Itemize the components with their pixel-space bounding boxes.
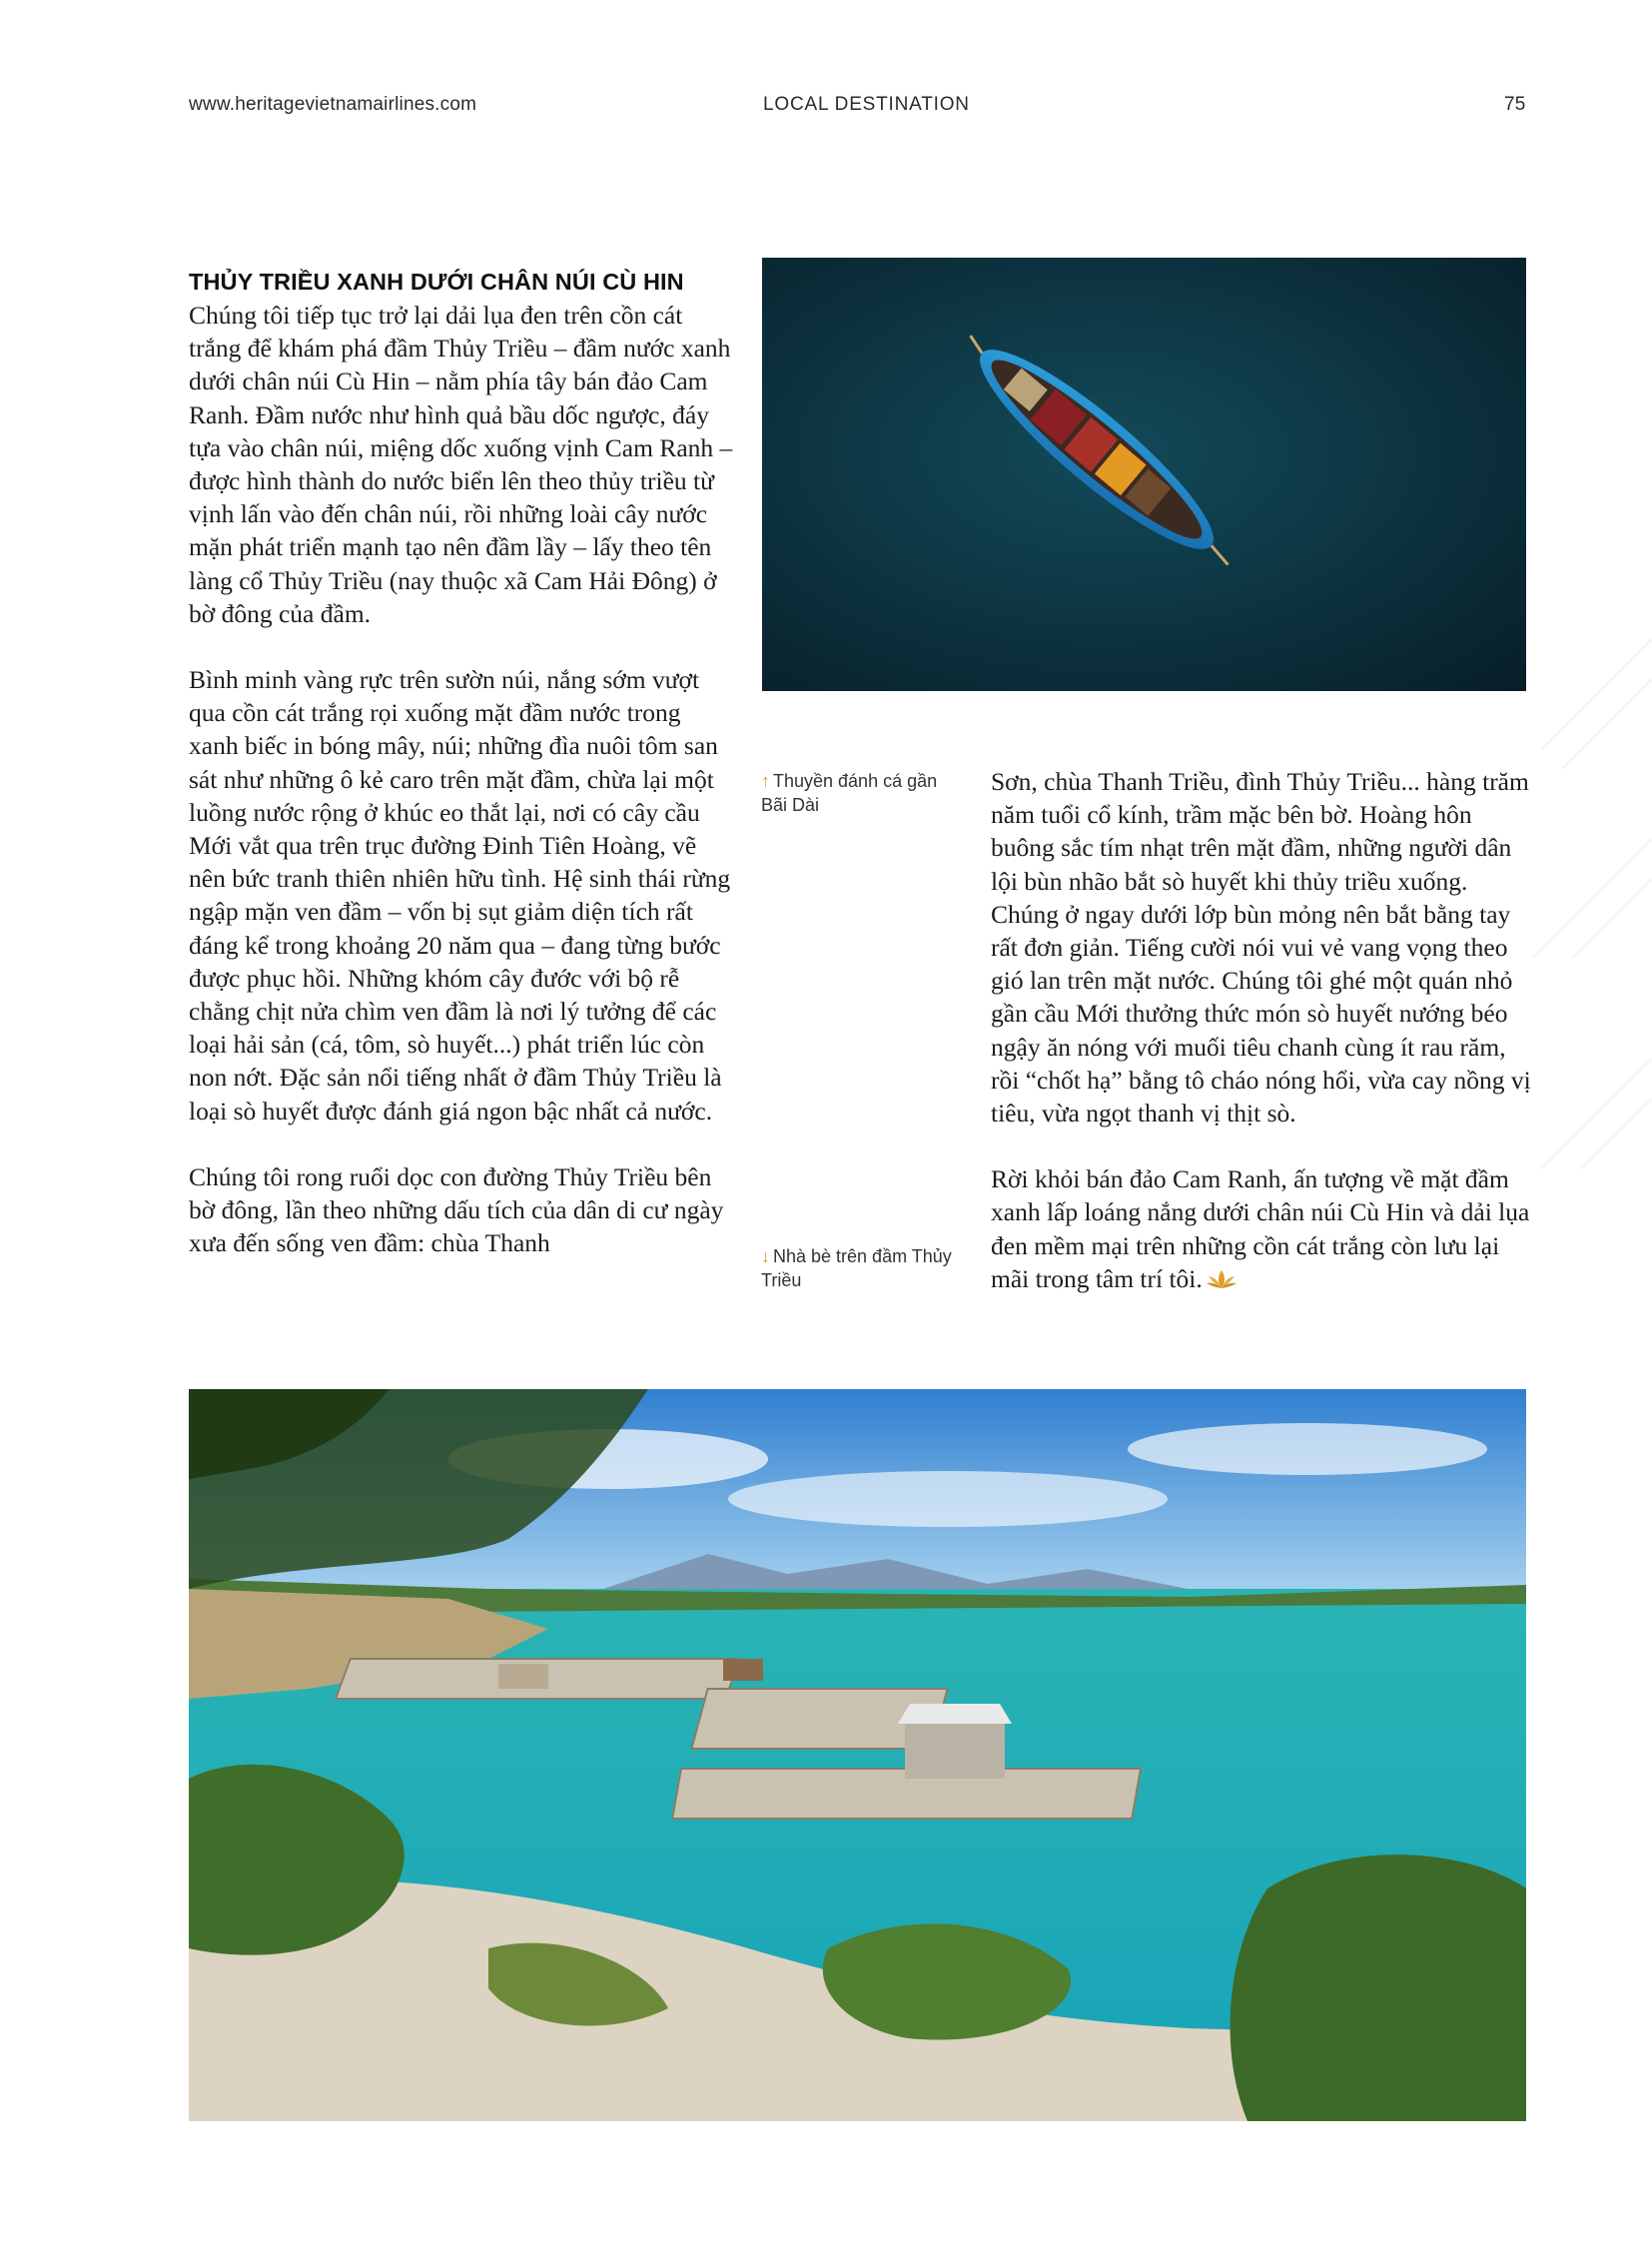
paragraph-text: Rời khỏi bán đảo Cam Ranh, ấn tượng về mặt đầm xanh lấp loáng nắng dưới chân núi Cù Hin và dải lụa đen mềm mại trên những cồn cát trắng còn lưu lại mãi trong tâm trí tôi. (991, 1164, 1530, 1293)
arrow-up-icon: ↑ (761, 771, 770, 791)
section-title: THỦY TRIỀU XANH DƯỚI CHÂN NÚI CÙ HIN (189, 269, 684, 295)
caption-text: Thuyền đánh cá gần Bãi Dài (761, 771, 938, 815)
paragraph (991, 1162, 1535, 1295)
arrow-down-icon: ↓ (761, 1246, 770, 1266)
caption-text: Nhà bè trên đầm Thủy Triều (761, 1246, 952, 1290)
lotus-icon (1207, 1268, 1237, 1290)
caption-fishing-boat (761, 769, 961, 817)
article-right-column (991, 765, 1535, 1328)
paragraph: Chúng tôi tiếp tục trở lại dải lụa đen trên cồn cát trắng để khám phá đầm Thủy Triều – đầm nước xanh dưới chân núi Cù Hin – nằm phía tây bán đảo Cam Ranh. Đầm nước như hình quả bầu dốc ngược, đáy tựa vào chân núi, miệng dốc xuống vịnh Cam Ranh – được hình thành do nước biển lên theo thủy triều từ vịnh lấn vào đến chân núi, rồi những loài cây nước mặn phát triển mạnh tạo nên đầm lầy – lấy theo tên làng cổ Thủy Triều (nay thuộc xã Cam Hải Đông) ở bờ đông của đầm. (189, 301, 733, 628)
page-number: 75 (1504, 94, 1526, 115)
paragraph: Chúng tôi rong ruổi dọc con đường Thủy Triều bên bờ đông, lần theo những dấu tích của dân di cư ngày xưa đến sống ven đầm: chùa Thanh (189, 1161, 724, 1258)
website-url: www.heritagevietnamairlines.com (189, 94, 477, 115)
article-left-column (189, 266, 733, 1292)
section-label: LOCAL DESTINATION (763, 94, 970, 115)
lagoon-raft-houses-photo (189, 1389, 1526, 2121)
caption-raft-houses (761, 1244, 961, 1292)
paragraph: Bình minh vàng rực trên sườn núi, nắng sớm vượt qua cồn cát trắng rọi xuống mặt đầm nước trong xanh biếc in bóng mây, núi; những đìa nuôi tôm san sát như những ô kẻ caro trên mặt đầm, chừa lại một luồng nước rộng ở khúc eo thắt lại, nơi có cây cầu Mới vắt qua trên trục đường Đinh Tiên Hoàng, vẽ nên bức tranh thiên nhiên hữu tình. Hệ sinh thái rừng ngập mặn ven đầm – vốn bị sụt giảm diện tích rất đáng kể trong khoảng 20 năm qua – đang từng bước được phục hồi. Những khóm cây đước với bộ rễ chằng chịt nửa chìm ven đầm là nơi lý tưởng để các loại hải sản (cá, tôm, sò huyết...) phát triển lúc còn non nớt. Đặc sản nổi tiếng nhất ở đầm Thủy Triều là loại sò huyết được đánh giá ngon bậc nhất cả nước. (189, 665, 731, 1125)
paragraph: Sơn, chùa Thanh Triều, đình Thủy Triều... hàng trăm năm tuổi cổ kính, trầm mặc bên bờ. Hoàng hôn buông sắc tím nhạt trên mặt đầm, những người dân lội bùn nhão bắt sò huyết khi thủy triều xuống. Chúng ở ngay dưới lớp bùn mỏng nên bắt bằng tay rất đơn giản. Tiếng cười nói vui vẻ vang vọng theo gió lan trên mặt nước. Chúng tôi ghé một quán nhỏ gần cầu Mới thưởng thức món sò huyết nướng béo ngậy ăn nóng với muối tiêu chanh cùng ít rau răm, rồi “chốt hạ” bằng tô cháo nóng hổi, vừa cay nồng vị tiêu, vừa ngọt thanh vị thịt sò. (991, 767, 1531, 1128)
fishing-boat-photo (762, 258, 1526, 691)
decorative-pattern (1502, 639, 1652, 1338)
